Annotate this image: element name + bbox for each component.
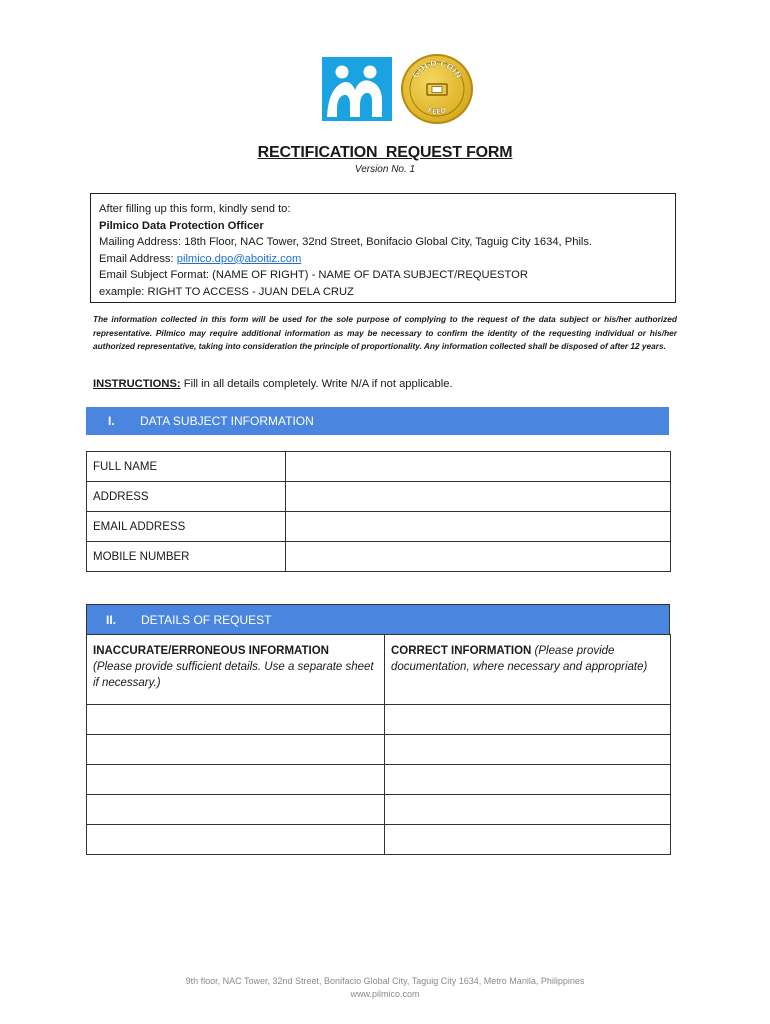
section-2-header bbox=[86, 604, 670, 635]
field-label-address: ADDRESS bbox=[87, 482, 286, 512]
correct-info-cell[interactable] bbox=[385, 795, 671, 825]
contact-subject-format: Email Subject Format: (NAME OF RIGHT) - NAME OF DATA SUBJECT/REQUESTOR bbox=[99, 269, 528, 282]
section-1-header bbox=[86, 407, 669, 435]
coin-text-top: GOLD COIN bbox=[410, 58, 464, 81]
version-number: Version No. 1 bbox=[354, 164, 416, 175]
section-1-title: DATA SUBJECT INFORMATION bbox=[140, 414, 314, 428]
contact-email-line bbox=[99, 251, 667, 268]
contact-box bbox=[90, 193, 676, 303]
inaccurate-info-note: (Please provide sufficient details. Use a separate sheet if necessary.) bbox=[93, 661, 374, 689]
mobile-number-input[interactable] bbox=[286, 542, 671, 572]
instructions-text: Fill in all details completely. Write N/A if not applicable. bbox=[180, 378, 453, 390]
inaccurate-info-cell[interactable] bbox=[87, 795, 385, 825]
instructions-label: INSTRUCTIONS: bbox=[93, 378, 181, 390]
contact-officer: Pilmico Data Protection Officer bbox=[99, 219, 264, 232]
inaccurate-info-cell[interactable] bbox=[87, 735, 385, 765]
details-of-request-table bbox=[86, 634, 671, 855]
table-header-row bbox=[87, 635, 671, 705]
pilmico-logo bbox=[322, 57, 392, 121]
email-label: Email Address: bbox=[99, 252, 177, 265]
table-row bbox=[87, 825, 671, 855]
table-row bbox=[87, 482, 671, 512]
full-name-input[interactable] bbox=[286, 452, 671, 482]
table-row bbox=[87, 795, 671, 825]
correct-info-cell[interactable] bbox=[385, 735, 671, 765]
table-row bbox=[87, 765, 671, 795]
contact-intro: After filling up this form, kindly send to: bbox=[99, 203, 291, 215]
inaccurate-info-cell[interactable] bbox=[87, 765, 385, 795]
inaccurate-info-cell[interactable] bbox=[87, 825, 385, 855]
table-row bbox=[87, 705, 671, 735]
table-row bbox=[87, 542, 671, 572]
svg-text:FEED bbox=[426, 106, 447, 116]
correct-info-note: (Please provide documentation, where necessary and appropriate) bbox=[391, 645, 648, 673]
correct-info-cell[interactable] bbox=[385, 705, 671, 735]
correct-info-cell[interactable] bbox=[385, 765, 671, 795]
footer-website: www.pilmico.com bbox=[350, 988, 420, 999]
correct-info-title: CORRECT INFORMATION bbox=[391, 645, 532, 657]
contact-example: example: RIGHT TO ACCESS - JUAN DELA CRUZ bbox=[99, 285, 354, 298]
data-subject-table bbox=[86, 451, 671, 572]
instructions bbox=[93, 378, 453, 390]
email-address-input[interactable] bbox=[286, 512, 671, 542]
inaccurate-info-header bbox=[87, 635, 385, 705]
section-2-number: II. bbox=[106, 613, 117, 627]
footer bbox=[0, 975, 770, 1000]
section-2-title: DETAILS OF REQUEST bbox=[141, 613, 272, 627]
field-label-email-address: EMAIL ADDRESS bbox=[87, 512, 286, 542]
table-row bbox=[87, 735, 671, 765]
correct-info-header bbox=[385, 635, 671, 705]
correct-info-cell[interactable] bbox=[385, 825, 671, 855]
section-1-number: I. bbox=[108, 414, 115, 428]
contact-mailing-address: Mailing Address: 18th Floor, NAC Tower, 32nd Street, Bonifacio Global City, Taguig City 1634, Phils. bbox=[99, 236, 593, 249]
field-label-mobile-number: MOBILE NUMBER bbox=[87, 542, 286, 572]
table-row bbox=[87, 512, 671, 542]
field-label-full-name: FULL NAME bbox=[87, 452, 286, 482]
inaccurate-info-title: INACCURATE/ERRONEOUS INFORMATION bbox=[93, 645, 329, 657]
footer-address: 9th floor, NAC Tower, 32nd Street, Bonifacio Global City, Taguig City 1634, Metro Manila, Philippines bbox=[185, 976, 585, 986]
email-link[interactable]: pilmico.dpo@aboitiz.com bbox=[176, 252, 302, 265]
address-input[interactable] bbox=[286, 482, 671, 512]
form-title: RECTIFICATION REQUEST FORM bbox=[257, 144, 513, 161]
coin-text-bottom: FEED bbox=[426, 106, 448, 117]
gold-coin-logo bbox=[401, 54, 473, 124]
disclaimer-text: The information collected in this form will be used for the sole purpose of complying to the request of the data subject or his/her authorized representative. Pilmico may require additional information as may be necessary to confirm the identity of the requesting individual or his/her authorized representative, taking into consideration the principle of proportionality. Any information collected shall be disposed of after 12 years. bbox=[93, 314, 677, 352]
inaccurate-info-cell[interactable] bbox=[87, 705, 385, 735]
table-row bbox=[87, 452, 671, 482]
